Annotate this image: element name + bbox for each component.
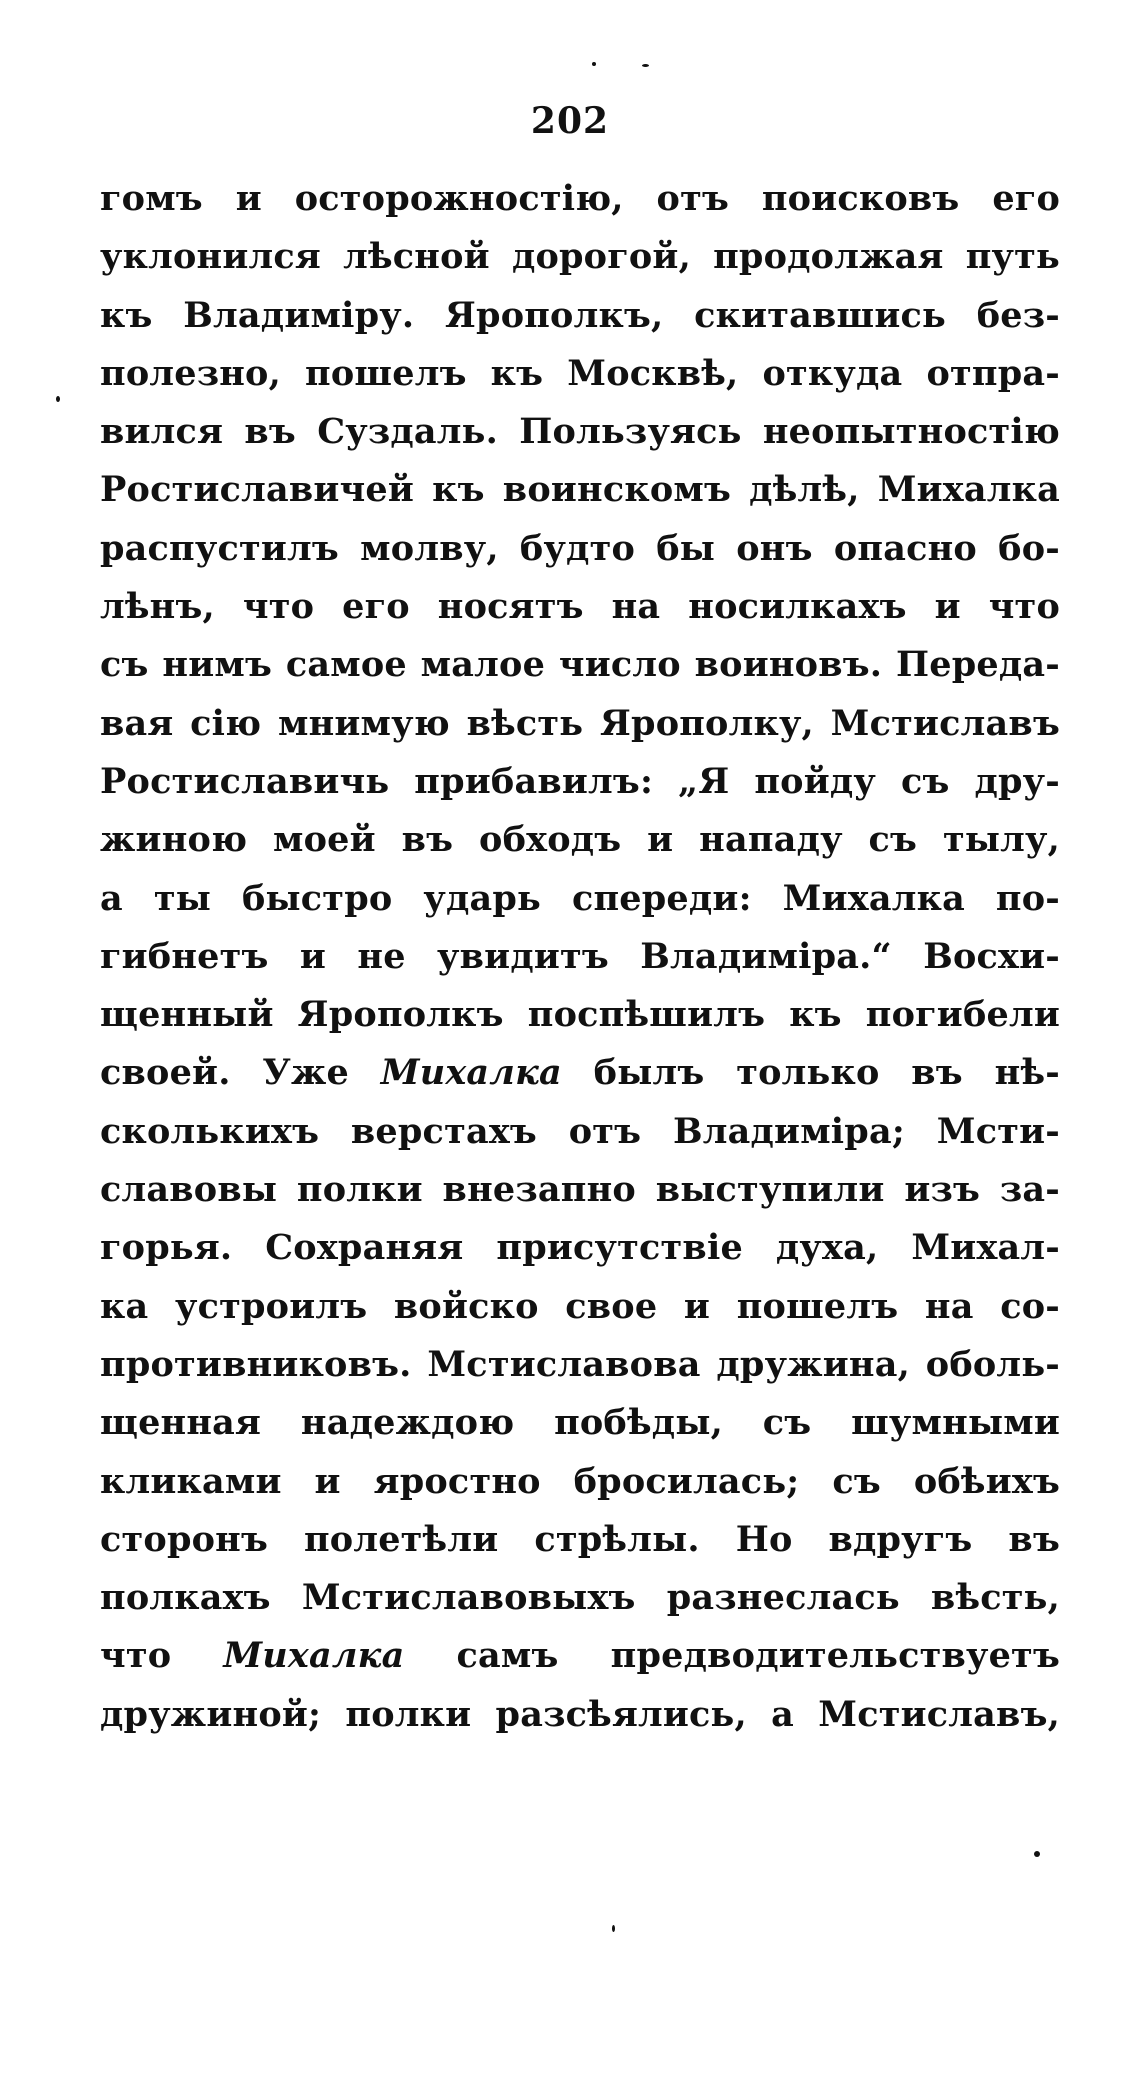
text-line [100,986,1060,1044]
text-run: самъ предводительствуетъ [404,1635,1060,1677]
text-run: что [100,1635,224,1677]
text-run: сторонъ полетѣли стрѣлы. Но вдругъ въ [100,1518,1060,1560]
text-line [100,461,1060,519]
text-run: гомъ и осторожностію, отъ поисковъ его [100,178,1060,219]
print-speck [612,1925,615,1932]
text-line [100,753,1060,811]
text-run: къ Владиміру. Ярополкъ, скитавшись без- [100,294,1060,336]
text-line [100,520,1060,578]
italic-name: Михалка [223,1635,405,1677]
text-line [100,345,1060,403]
text-line [100,636,1060,694]
text-line [100,170,1060,228]
body-text [100,170,1060,1744]
text-run: вился въ Суздаль. Пользуясь неопытностію [100,411,1060,453]
text-line [100,1453,1060,1511]
text-line [100,1278,1060,1336]
text-run: славовы полки внезапно выступили изъ за- [100,1169,1060,1211]
page-number: 202 [530,100,610,142]
text-run: щенная надеждою побѣды, съ шумными [100,1402,1060,1444]
text-run: кликами и яростно бросилась; съ обѣихъ [100,1460,1060,1502]
text-line [100,1686,1060,1744]
text-line [100,1627,1060,1685]
text-line [100,1394,1060,1452]
text-run: съ нимъ самое малое число воиновъ. Переда- [100,644,1060,686]
italic-name: Михалка [380,1052,562,1094]
print-speck [642,64,649,67]
text-line [100,811,1060,869]
text-line [100,1336,1060,1394]
text-line [100,1219,1060,1277]
text-run: распустилъ молву, будто бы онъ опасно бо- [100,527,1060,569]
text-run: вая сію мнимую вѣсть Ярополку, Мстиславъ [100,702,1060,744]
text-run: своей. Уже [100,1052,381,1094]
text-line [100,1044,1060,1102]
text-run: полезно, пошелъ къ Москвѣ, откуда отпра- [100,352,1060,394]
print-speck [592,62,596,66]
text-line [100,403,1060,461]
text-run: полкахъ Мстиславовыхъ разнеслась вѣсть, [100,1577,1060,1619]
text-line [100,1511,1060,1569]
text-line [100,695,1060,753]
text-run: жиною моей въ обходъ и нападу съ тылу, [100,819,1060,861]
text-run: былъ только въ нѣ- [561,1052,1060,1094]
text-line [100,228,1060,286]
text-run: гибнетъ и не увидитъ Владиміра.“ Восхи- [100,935,1060,977]
text-run: лѣнъ, что его носятъ на носилкахъ и что [100,586,1060,628]
text-run: а ты быстро ударь спереди: Михалка по- [100,877,1060,919]
text-run: ка устроилъ войско свое и пошелъ на со- [100,1285,1060,1327]
text-line [100,870,1060,928]
text-run: Ростиславичей къ воинскомъ дѣлѣ, Михалка [100,469,1060,511]
text-line [100,578,1060,636]
print-speck [1034,1851,1040,1857]
text-line [100,928,1060,986]
text-run: сколькихъ верстахъ отъ Владиміра; Мсти- [100,1110,1060,1152]
text-line [100,1103,1060,1161]
text-line [100,1161,1060,1219]
text-run: уклонился лѣсной дорогой, продолжая путь [100,236,1060,278]
text-line [100,287,1060,345]
text-run: щенный Ярополкъ поспѣшилъ къ погибели [100,994,1060,1036]
text-run: Ростиславичь прибавилъ: „Я пойду съ дру- [100,760,1060,802]
text-run: дружиной; полки разсѣялись, а Мстиславъ, [100,1693,1060,1735]
text-run: горья. Сохраняя присутствіе духа, Михал- [100,1227,1060,1269]
text-run: противниковъ. Мстиславова дружина, оболь- [100,1343,1060,1385]
text-line [100,1569,1060,1627]
print-speck [56,396,60,402]
